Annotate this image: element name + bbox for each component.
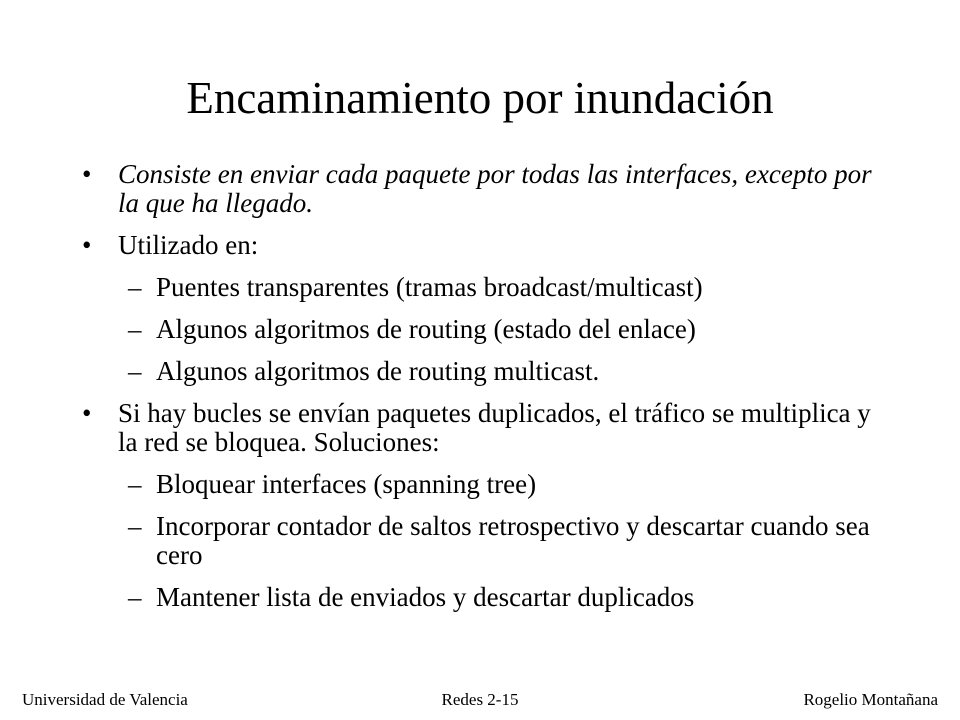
dash-marker: – <box>128 582 142 612</box>
sub-bullet-text: Incorporar contador de saltos retrospectivo y descartar cuando sea cero <box>156 511 870 570</box>
dash-marker: – <box>128 272 142 302</box>
sub-bullet-text: Puentes transparentes (tramas broadcast/multicast) <box>156 272 703 302</box>
bullet-marker: • <box>82 159 92 189</box>
sub-bullet-text: Bloquear interfaces (spanning tree) <box>156 469 537 499</box>
bullet-marker: • <box>82 230 92 260</box>
sub-bullet-item <box>80 357 880 386</box>
slide-title: Encaminamiento por inundación <box>186 73 774 123</box>
footer-institution: Universidad de Valencia <box>22 690 188 709</box>
sub-bullet-item <box>80 512 880 570</box>
bullet-item <box>80 231 880 260</box>
bullet-text: Si hay bucles se envían paquetes duplicados, el tráfico se multiplica y la red se bloquea. Soluciones: <box>118 398 871 457</box>
footer-slide-number: Redes 2-15 <box>441 690 519 709</box>
dash-marker: – <box>128 356 142 386</box>
bullet-text: Consiste en enviar cada paquete por todas las interfaces, excepto por la que ha llegado. <box>118 159 872 218</box>
sub-bullet-item <box>80 583 880 612</box>
bullet-item <box>80 399 880 457</box>
bullet-marker: • <box>82 398 92 428</box>
sub-bullet-text: Mantener lista de enviados y descartar duplicados <box>156 582 695 612</box>
dash-marker: – <box>128 314 142 344</box>
sub-bullet-item <box>80 273 880 302</box>
bullet-text: Utilizado en: <box>118 230 259 260</box>
sub-bullet-item <box>80 315 880 344</box>
sub-bullet-text: Algunos algoritmos de routing (estado del enlace) <box>156 314 696 344</box>
dash-marker: – <box>128 469 142 499</box>
dash-marker: – <box>128 511 142 541</box>
sub-bullet-text: Algunos algoritmos de routing multicast. <box>156 356 600 386</box>
bullet-item <box>80 160 880 218</box>
bullet-list <box>80 160 880 625</box>
footer-author: Rogelio Montañana <box>803 690 938 709</box>
sub-bullet-item <box>80 470 880 499</box>
